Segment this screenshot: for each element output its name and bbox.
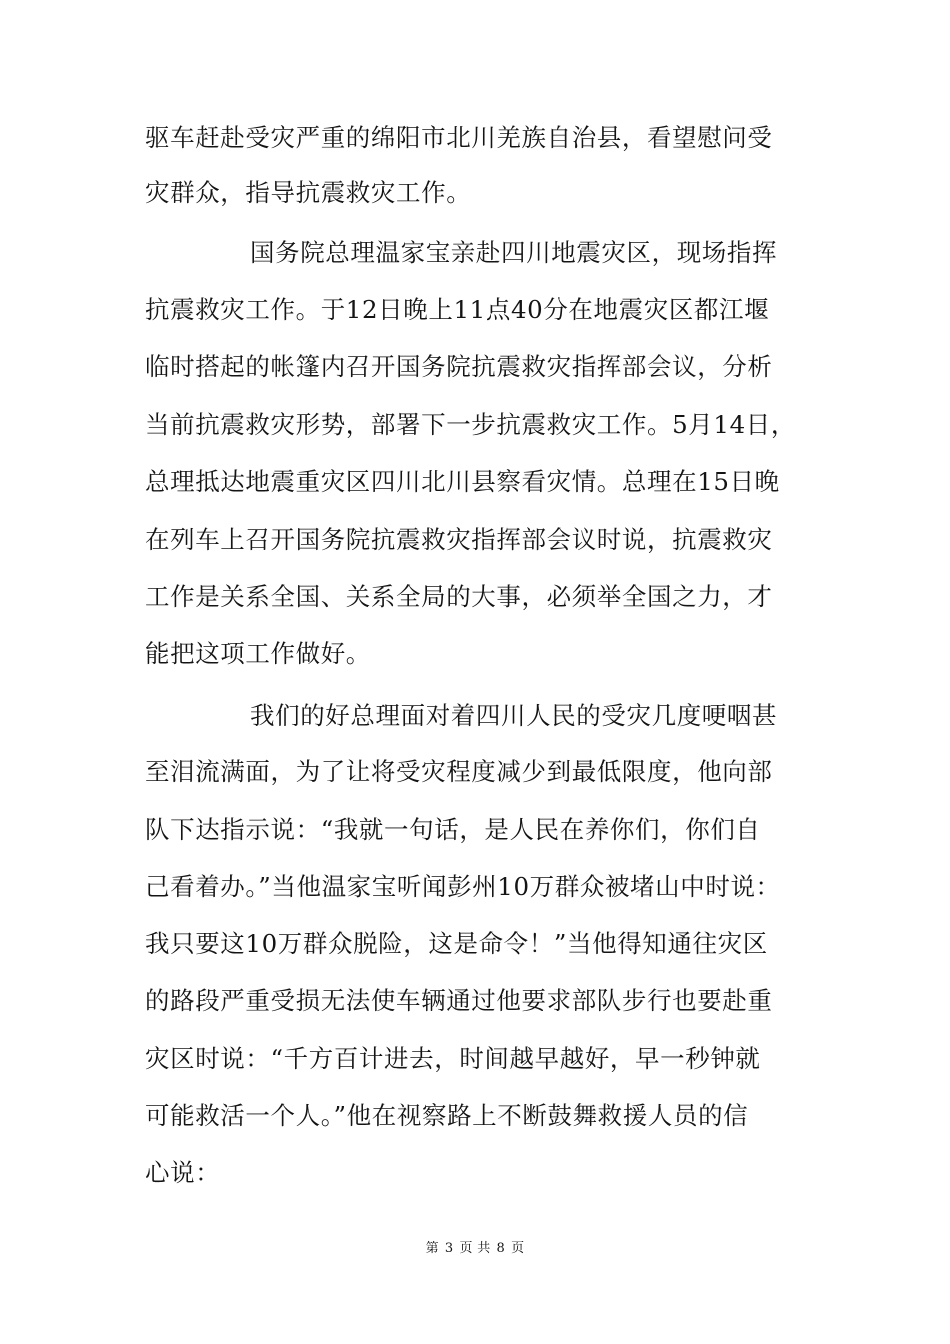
body-line: 队下达指示说：“我就一句话，是人民在养你们，你们自 [145,815,761,844]
body-line: 我只要这10万群众脱险，这是命令！”当他得知通往灾区 [145,929,768,958]
body-line: 驱车赶赴受灾严重的绵阳市北川羌族自治县，看望慰问受 [145,123,773,152]
body-line: 己看着办。”当他温家宝听闻彭州10万群众被堵山中时说： [145,872,781,901]
body-line: 临时搭起的帐篷内召开国务院抗震救灾指挥部会议，分析 [145,352,773,381]
page-label-mid: 页 共 [459,1241,491,1256]
body-line: 总理抵达地震重灾区四川北川县察看灾情。总理在15日晚 [145,467,780,496]
paragraph-first-line: 我们的好总理面对着四川人民的受灾几度哽咽甚 [250,701,778,730]
body-line: 至泪流满面，为了让将受灾程度减少到最低限度，他向部 [145,757,773,786]
body-line: 灾区时说：“千方百计进去，时间越早越好，早一秒钟就 [145,1044,761,1073]
body-line: 抗震救灾工作。于12日晚上11点40分在地震灾区都江堰 [145,295,770,324]
total-pages: 8 [496,1241,506,1256]
page-footer [0,1240,950,1258]
page-label-prefix: 第 [425,1241,439,1256]
body-line: 灾群众，指导抗震救灾工作。 [145,178,472,207]
body-line: 能把这项工作做好。 [145,639,371,668]
body-line: 工作是关系全国、关系全局的大事，必须举全国之力，才 [145,582,773,611]
body-line: 心说： [145,1158,221,1187]
body-line: 的路段严重受损无法使车辆通过他要求部队步行也要赴重 [145,986,773,1015]
page-number: 3 [444,1241,454,1256]
paragraph-first-line: 国务院总理温家宝亲赴四川地震灾区，现场指挥 [250,238,778,267]
body-line: 可能救活一个人。”他在视察路上不断鼓舞救援人员的信 [145,1101,749,1130]
body-line: 在列车上召开国务院抗震救灾指挥部会议时说，抗震救灾 [145,525,773,554]
body-line: 当前抗震救灾形势，部署下一步抗震救灾工作。5月14日， [145,410,796,439]
page-label-suffix: 页 [511,1241,525,1256]
